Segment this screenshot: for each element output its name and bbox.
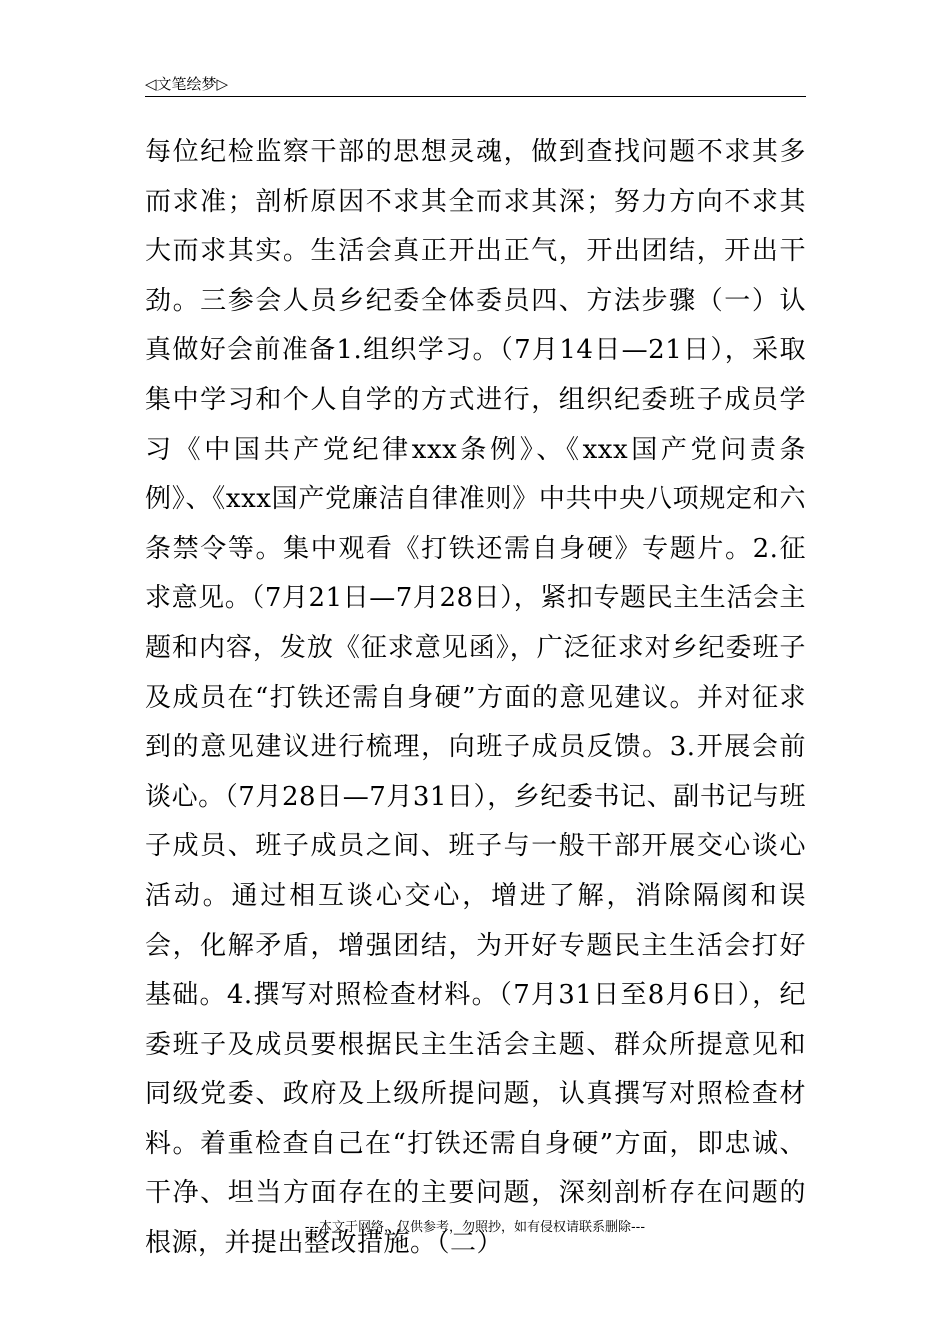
header-title: ◁文笔绘梦▷ xyxy=(145,75,229,93)
page-footer-disclaimer: ---本文于网络，仅供参考，勿照抄，如有侵权请联系删除--- xyxy=(304,1220,646,1235)
body-paragraph: 每位纪检监察干部的思想灵魂，做到查找问题不求其多而求准；剖析原因不求其全而求其深；努力方向不求其大而求其实。生活会真正开出正气，开出团结，开出干劲。三参会人员乡纪委全体委员四、方法步骤（一）认真做好会前准备1.组织学习。（7月14日—21日），采取集中学习和个人自学的方式进行，组织纪委班子成员学习《中国共产党纪律xxx条例》、《xxx国产党问责条例》、《xxx国产党廉洁自律准则》中共中央八项规定和六条禁令等。集中观看《打铁还需自身硬》专题片。2.征求意见。（7月21日—7月28日），紧扣专题民主生活会主题和内容，发放《征求意见函》，广泛征求对乡纪委班子及成员在“打铁还需自身硬”方面的意见建议。并对征求到的意见建议进行梳理，向班子成员反馈。3.开展会前谈心。（7月28日—7月31日），乡纪委书记、副书记与班子成员、班子成员之间、班子与一般干部开展交心谈心活动。通过相互谈心交心，增进了解，消除隔阂和误会，化解矛盾，增强团结，为开好专题民主生活会打好基础。4.撰写对照检查材料。（7月31日至8月6日），纪委班子及成员要根据民主生活会主题、群众所提意见和同级党委、政府及上级所提问题，认真撰写对照检查材料。着重检查自己在“打铁还需自身硬”方面，即忠诚、干净、坦当方面存在的主要问题，深刻剖析存在问题的根源，并提出整改措施。（二） xyxy=(145,137,806,1259)
page-header xyxy=(145,74,806,97)
